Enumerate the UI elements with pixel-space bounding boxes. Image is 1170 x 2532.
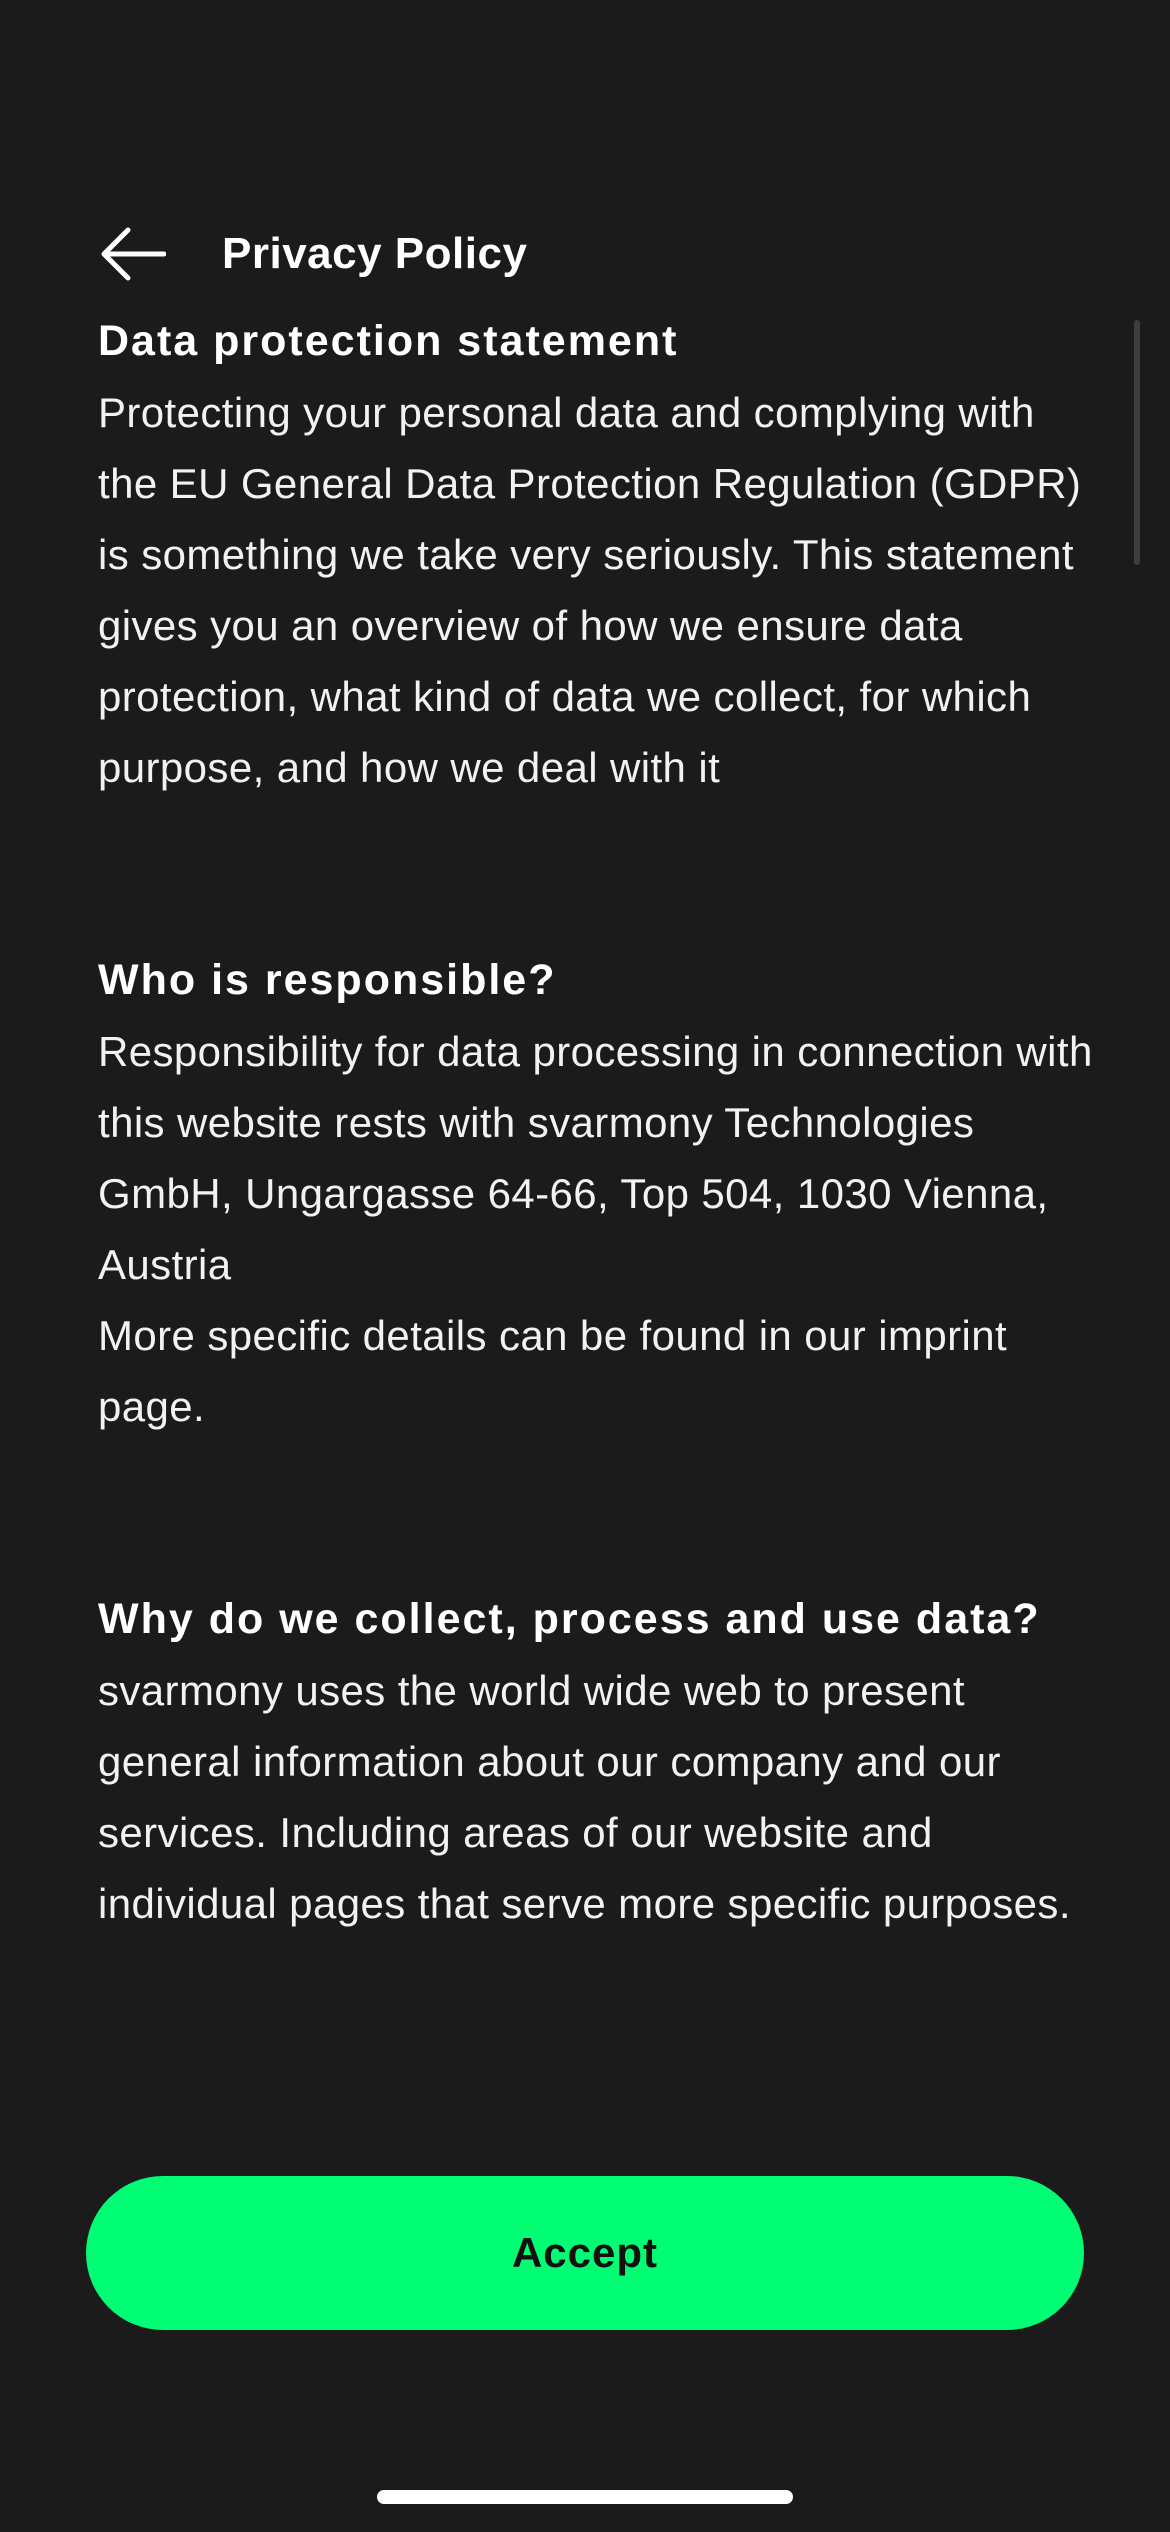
section-heading: Who is responsible? xyxy=(98,956,557,1004)
scrollbar[interactable] xyxy=(1134,320,1140,565)
section-body: Protecting your personal data and complying with the EU General Data Protection Regulation (GDPR) is something we take very seriously. This statement gives you an overview of how we ensure data protection, what kind of data we collect, for which purpose, and how we deal with it xyxy=(98,389,1082,791)
section-why-collect xyxy=(98,1584,1093,1939)
header xyxy=(98,212,1078,296)
policy-content[interactable] xyxy=(98,306,1093,2108)
section-body: svarmony uses the world wide web to present general information about our company and our services. Including areas of our website and individual pages that serve more specific purposes. xyxy=(98,1667,1071,1927)
section-heading: Data protection statement xyxy=(98,317,679,365)
section-body: Responsibility for data processing in connection with this website rests with svarmony Technologies GmbH, Ungargasse 64-66, Top 504, 1030 Vienna, Austria xyxy=(98,1028,1093,1288)
section-body-imprint: More specific details can be found in our imprint page. xyxy=(98,1312,1008,1430)
page-title: Privacy Policy xyxy=(222,229,528,278)
section-data-protection xyxy=(98,306,1093,803)
section-heading: Why do we collect, process and use data? xyxy=(98,1595,1041,1643)
accept-button[interactable]: Accept xyxy=(86,2176,1084,2330)
arrow-left-icon xyxy=(98,226,166,282)
home-indicator[interactable] xyxy=(377,2490,793,2504)
section-who-is-responsible xyxy=(98,945,1093,1442)
back-button[interactable] xyxy=(98,212,178,296)
